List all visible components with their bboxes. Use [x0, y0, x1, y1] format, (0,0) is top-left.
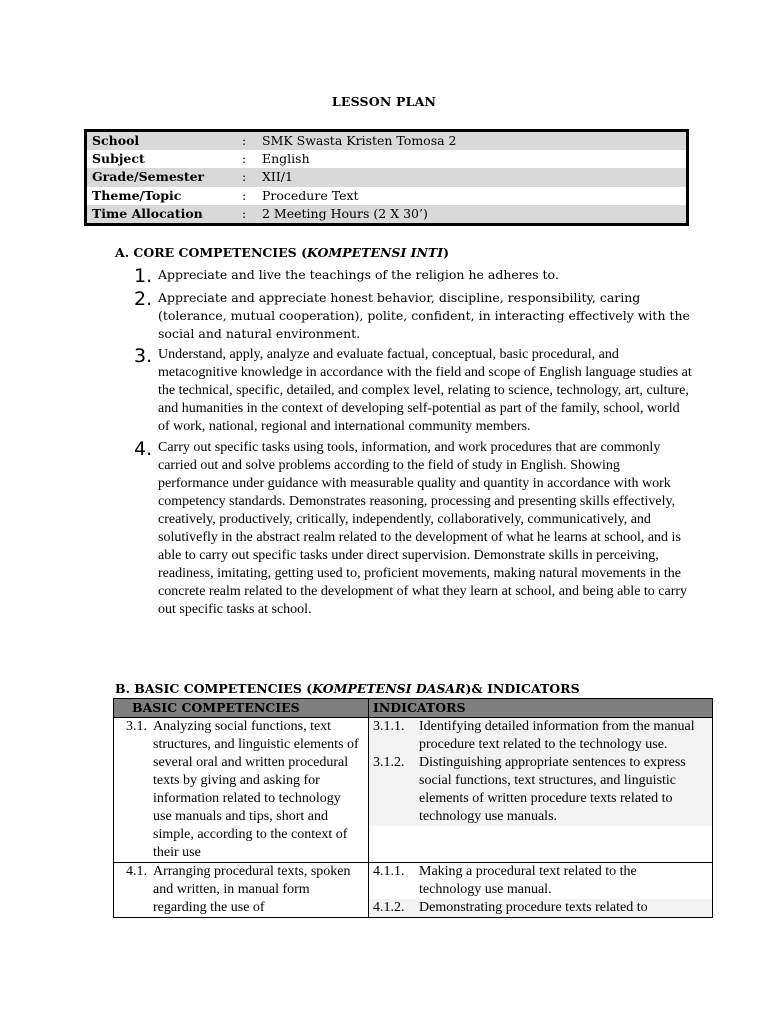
heading-text: B. BASIC COMPETENCIES ( — [115, 681, 313, 696]
info-row-topic — [87, 187, 686, 205]
item-text: Carry out specific tasks using tools, information, and work procedures that are commonly carried out and solve problems according to the field of study in English. Showing performance under guidance with measurable quality and quantity in accordance with work competency standards. Demonstrates reasoning, processing and presenting skills effectively, creatively, productively, critically, independently, collaboratively, communicatively, and solutivefly in the abstract realm related to the development of what he learns at school, and is able to carry out specific tasks under direct supervision. Demonstrate skills in perceiving, readiness, imitating, getting used to, proficient movements, making natural movements in the concrete realm related to the development of what they learn at school, and being able to carry out specific tasks at school. — [158, 440, 688, 617]
list-item — [134, 346, 694, 436]
indicator-text: Demonstrating procedure texts related to — [419, 900, 648, 915]
column-header: BASIC COMPETENCIES — [114, 699, 369, 718]
info-value: XII/1 — [262, 169, 293, 185]
indicator-text: Making a procedural text related to the technology use manual. — [419, 864, 637, 897]
info-label: Grade/Semester — [92, 169, 205, 185]
section-a-heading — [115, 245, 449, 260]
document-title: LESSON PLAN — [331, 94, 437, 109]
competency-number: 4.1. — [126, 864, 147, 879]
core-competencies-list — [134, 266, 694, 622]
indicator-number: 4.1.1. — [373, 864, 405, 879]
info-label: School — [92, 133, 140, 148]
indicator — [369, 754, 712, 826]
info-row-subject — [87, 150, 686, 168]
info-label: Time Allocation — [92, 205, 203, 221]
info-separator: : — [242, 187, 247, 203]
list-item — [134, 266, 694, 286]
indicator — [369, 863, 712, 899]
indicator — [369, 718, 712, 754]
indicator-text: Identifying detailed information from the manual procedure text related to the technology use. — [419, 719, 695, 752]
competency-text: Arranging procedural texts, spoken and written, in manual form regarding the use of — [153, 864, 351, 915]
heading-italic: KOMPETENSI DASAR — [312, 681, 466, 696]
table-cell — [114, 718, 369, 863]
info-row-time — [87, 205, 686, 223]
item-number: 1. — [134, 265, 153, 287]
competencies-table — [113, 698, 713, 918]
heading-italic: KOMPETENSI INTI — [306, 245, 444, 260]
indicator-text: Distinguishing appropriate sentences to express social functions, text structures, and linguistic elements of written procedure texts related to technology use manuals. — [419, 755, 686, 824]
table-cell — [369, 863, 713, 918]
info-table — [84, 129, 689, 226]
item-number: 4. — [134, 438, 153, 460]
heading-text: )& INDICATORS — [465, 681, 580, 696]
table-row — [114, 718, 713, 863]
info-label: Subject — [92, 151, 145, 167]
indicator-number: 3.1.1. — [373, 719, 405, 734]
info-separator: : — [242, 169, 247, 185]
info-separator: : — [242, 205, 247, 221]
item-text: Appreciate and live the teachings of the religion he adheres to. — [158, 267, 559, 282]
table-header-row — [114, 699, 713, 718]
basic-competency — [114, 718, 368, 862]
item-number: 2. — [134, 288, 153, 310]
info-row-grade — [87, 168, 686, 186]
info-separator: : — [242, 151, 247, 167]
table-row — [114, 863, 713, 918]
indicator-number: 4.1.2. — [373, 900, 405, 915]
info-label: Theme/Topic — [92, 187, 182, 203]
basic-competency — [114, 863, 368, 917]
indicator — [369, 899, 712, 917]
item-number: 3. — [134, 345, 153, 367]
section-b-heading — [115, 681, 580, 696]
info-row-school — [87, 132, 686, 150]
table-cell — [369, 718, 713, 863]
list-item — [134, 289, 694, 343]
competency-number: 3.1. — [126, 719, 147, 734]
competency-text: Analyzing social functions, text structures, and linguistic elements of several oral and written procedural texts by giving and asking for information related to technology use manuals and tips, short and simple, according to the context of their use — [153, 719, 359, 860]
column-header: INDICATORS — [369, 699, 713, 718]
info-value: 2 Meeting Hours (2 X 30’) — [262, 205, 428, 221]
heading-text: A. CORE COMPETENCIES ( — [115, 245, 307, 260]
item-text: Appreciate and appreciate honest behavior, discipline, responsibility, caring (tolerance, mutual cooperation), polite, confident, in interacting effectively with the social and natural environment. — [158, 290, 690, 341]
heading-text: ) — [443, 245, 449, 260]
item-text: Understand, apply, analyze and evaluate factual, conceptual, basic procedural, and metacognitive knowledge in accordance with the field and scope of English language studies at the technical, specific, detailed, and complex level, relating to science, technology, art, culture, and humanities in the context of developing self-potential as part of the family, school, world of work, national, regional and international community members. — [158, 347, 692, 434]
indicator-number: 3.1.2. — [373, 755, 405, 770]
list-item — [134, 439, 694, 619]
table-cell — [114, 863, 369, 918]
info-value: SMK Swasta Kristen Tomosa 2 — [262, 133, 457, 148]
info-separator: : — [242, 133, 247, 148]
info-value: English — [262, 151, 310, 167]
info-value: Procedure Text — [262, 187, 359, 203]
